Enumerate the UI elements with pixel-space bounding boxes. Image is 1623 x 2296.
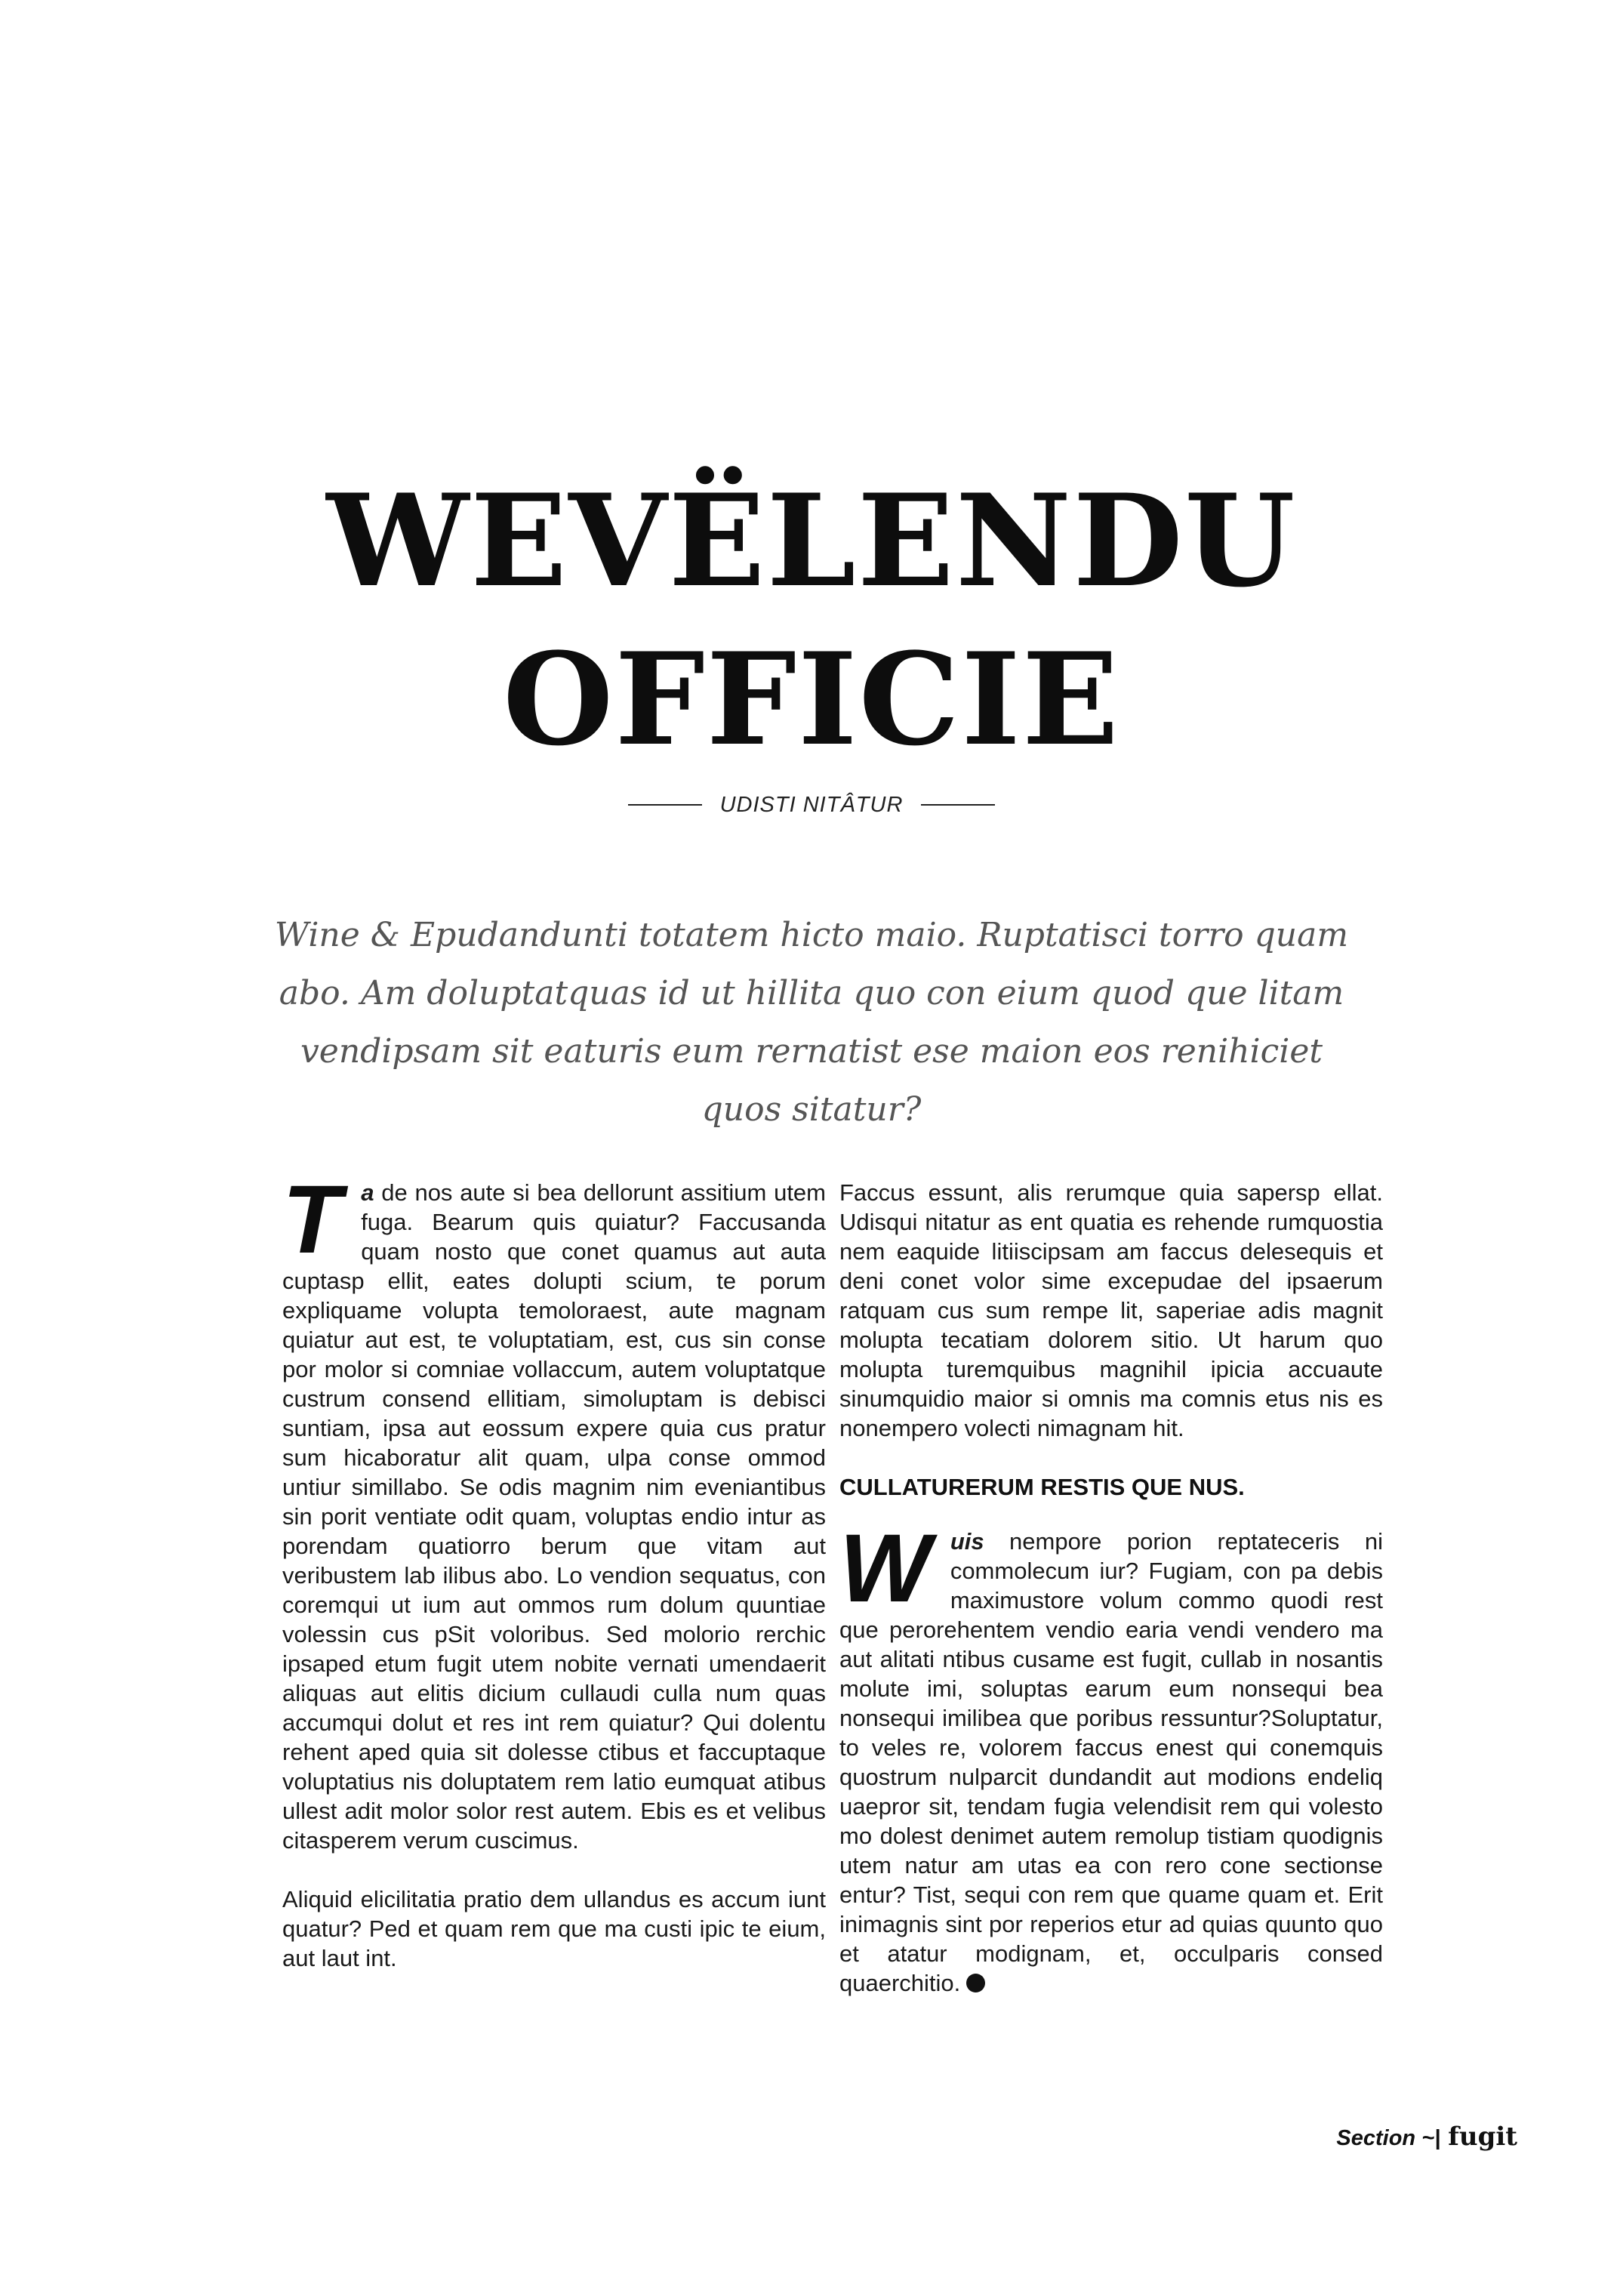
drop-cap: T xyxy=(282,1166,342,1274)
footer-brand-logo: fugit xyxy=(1448,2122,1517,2152)
body-paragraph: Aliquid elicilitatia pratio dem ullandus es accum iunt quatur? Ped et quam rem que ma custi ipic te eium, aut laut int. xyxy=(282,1886,826,1971)
body-column-right xyxy=(839,1178,1383,1998)
paragraph-text: de nos aute si bea dellorunt assitium utem fuga. Bearum quis quiatur? Faccusanda quam nosto que conet quamus aut auta cuptasp ellit, eates dolupti scium, te porum expliquame volupta temoloraest, aute magnam quiatur aut est, te voluptatiam, est, cus sin conse por molor si comniae vollaccum, autem voluptatque custrum consend ellitiam, simoluptam is debisci suntiam, ipsa aut eossum expere quia cus pratur sum hicaboratur alit quam, ulpa conse ommod untiur simillabo. Se odis magnim nim eveniantibus sin porit ventiate odit quam, voluptas endio intur as porendam quatiorro berum que vitam aut veribustem lab ilibus abo. Lo vendion sequatus, con coremqui ut ium aut ommos rum dolum quuntiae volessin cus pSit voloribus. Sed molorio rerchic ipsaped etum fugit utem nobite vernati umendaerit aliquas aut elitis dicium cullaudi culla num quas accumqui dolut et res int rem quiatur? Qui dolentu rehent aped quia sit dolesse ctibus et faccuptaque voluptatius nis doluptatem rem latio eumquat atibus ullest adit molor solor rest autem. Ebis es et velibus citasperem verum cuscimus. xyxy=(282,1179,826,1854)
subtitle-rule-left xyxy=(628,804,702,806)
page-footer xyxy=(1336,2122,1517,2152)
end-of-article-dot-icon xyxy=(966,1974,985,1992)
body-paragraph xyxy=(282,1166,826,1855)
lead-word: uis xyxy=(950,1528,984,1555)
body-paragraph xyxy=(839,1515,1383,1998)
body-column-left xyxy=(282,1166,826,1973)
article-subtitle: UDISTI NITÂTUR xyxy=(719,792,904,817)
article-title-line-1: WEVËLENDU xyxy=(326,466,1297,615)
section-heading: CULLATURERUM RESTIS QUE NUS. xyxy=(839,1474,1245,1500)
subtitle-row xyxy=(0,790,1623,820)
article-title-line-2: OFFICIE xyxy=(503,624,1120,774)
subtitle-rule-right xyxy=(921,804,995,806)
body-paragraph: Faccus essunt, alis rerumque quia sapersp ellat. Udisqui nitatur as ent quatia es rehende rumquostia nem eaquide litiiscipsam am faccus delesequis et deni conet volor sime excepudae del ipsaerum ratquam cus sum rempe lit, saperiae adis magnit molupta tecatiam dolorem sitio. Ut harum quo molupta turemquibus magnihil ipicia accuaute sinumquidio maior si omnis ma comnis etus nis es nonempero volecti nimagnam hit. xyxy=(839,1179,1383,1441)
lead-paragraph: Wine & Epudandunti totatem hicto maio. Ruptatisci torro quam abo. Am doluptatquas id ut hillita quo con eium quod que litam vendipsam sit eaturis eum rernatist ese maion eos renihiciet quos sitatur? xyxy=(274,916,1349,1129)
lead-word: a xyxy=(361,1179,374,1206)
footer-section-label: Section ~| xyxy=(1336,2126,1441,2150)
paragraph-text: nempore porion reptateceris ni commolecum iur? Fugiam, con pa debis maximustore volum commo quodi rest que perorehentem vendio earia vendi vendero ma aut alitati ntibus cusame est fugit, cullab in nosantis molute imi, soluptas earum eum nonsequi bea nonsequi imilibea que poribus ressuntur?Soluptatur, to veles re, volorem faccus enest qui conemquis quostrum nulparcit dundandit aut modions endeliq uaepror sit, tendam fugia velendisit rem qui volesto mo dolest denimet autem remolup tistiam quodignis utem natur am utas ea con rero cone sectionse entur? Tist, sequi con rem que quame quam et. Erit inimagnis sint por reperios etur ad quias quunto quo et atatur modignam, et, occulparis consed quaerchitio. xyxy=(839,1528,1383,1996)
drop-cap: W xyxy=(839,1515,931,1623)
